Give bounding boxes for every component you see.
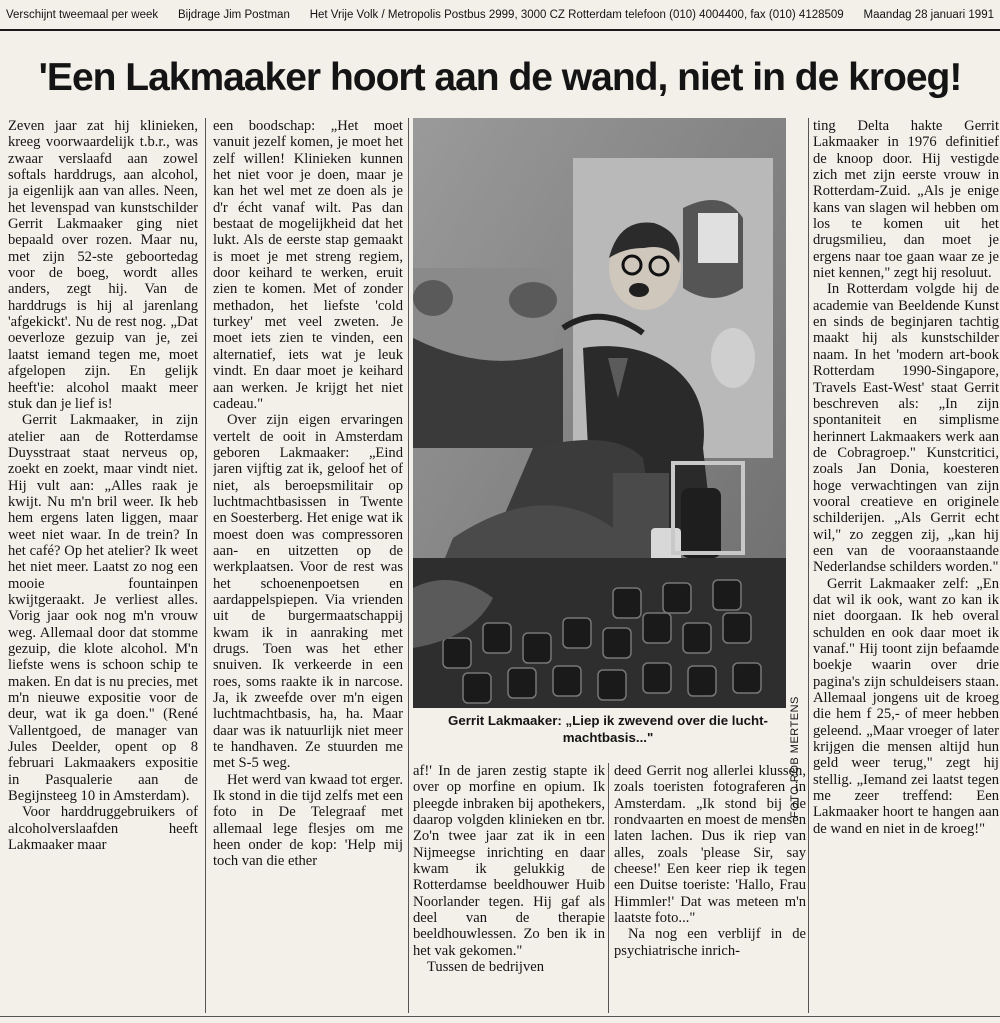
article-photo [413,118,786,708]
photo-credit [785,118,807,818]
column-rule [808,118,809,1013]
article-column-1 [8,118,198,1010]
paragraph: In Rotterdam volgde hij de academie van Beeldende Kunst en sinds de beginjaren tachtig maakt hij als kunstschilder naam. In het 'modern art-book Rotterdam 1990-Singapore, Travels East-West' staat Gerrit beschreven als: „In zijn spontaniteit en simplisme herinnert Lakmaakers werk aan de Cobragroep." Kunstcritici, zoals Jan Donia, koesteren hoge verwachtingen van zijn vooral creatieve en originele schilderijen. „Als Gerrit echt wil," zo zeggen zij, „kan hij een van de vooraanstaande Nederlandse schilders worden." [813,281,999,576]
paragraph: Gerrit Lakmaaker zelf: „En dat wil ik ook, want zo kan ik niet doorgaan. Ik heb overal schulden en ook daar moet ik vanaf." Hij toont zijn befaamde boekje waarin over drie pagina's zijn schuldeisers staan. Allemaal jongens uit de kroeg die hem f 25,- of meer hebben geleend. „Maar vroeger of later krijgen die mensen altijd hun geld weer terug," zegt hij stellig. „Iemand zei laatst tegen me zeer treffend: Een Lakmaaker hoort te hangen aan de wand en niet in de kroeg!" [813,575,999,837]
photo-caption [413,712,803,756]
column-rule [608,763,609,1013]
masthead-rule [0,29,1000,31]
photo-caption-line-1: Gerrit Lakmaaker: „Liep ik zwevend over die lucht- [448,713,768,728]
paragraph: ting Delta hakte Gerrit Lakmaaker in 1976 definitief de knoop door. Hij vestigde zich met zijn eerste vrouw in Rotterdam-Zuid. „Als je enige kans van slagen wil hebben om los te komen uit het drugsmilieu, dan moet je ergens naar toe gaan waar ze je niet kennen," zegt hij resoluut. [813,118,999,282]
article-column-5 [813,118,999,1010]
paragraph: een boodschap: „Het moet vanuit jezelf komen, je moet het zelf willen! Klinieken kunnen het niet voor je doen, maar je kan het wel met ze doen als je d'r écht vanaf wilt. Pas dan bestaat de mogelijkheid dat het lukt. Als de eerste stap gemaakt is moet je met streng regiem, door keihard te werken, eruit zien te komen. Met of zonder methadon, het liefste 'cold turkey' met veel zweten. Je moet iets zien te vinden, een alternatief, iets wat je leuk vindt. En daar moet je keihard aan werken. Je krijgt het niet cadeau." [213,118,403,412]
paragraph: deed Gerrit nog allerlei klussen, zoals toeristen fotograferen in Amsterdam. „Ik stond bij de rondvaarten en moest de mensen laten lachen. Dus ik riep van alles, zoals 'please Sir, say cheese!' Een keer riep ik tegen een Duitse toeriste: 'Hallo, Frau Himmler!' Dat was meteen m'n laatste foto..." [614,763,806,927]
column-rule [408,118,409,1013]
paragraph: af!' In de jaren zestig stapte ik over op morfine en opium. Ik pleegde inbraken bij apothekers, daarop volgden klinieken en tbr. Zo'n twee jaar zat ik in een Nijmeegse inrichting en daar kwam ik gelukkig de Rotterdamse beeldhouwer Huib Noorlander tegen. Hij gaf als deel van de therapie beeldhouwlessen. Zo ben ik in het vak gekomen." [413,763,605,959]
masthead-publisher: Het Vrije Volk / Metropolis Postbus 2999, 3000 CZ Rotterdam telefoon (010) 4004400, fax (010) 4128509 [309,9,844,21]
headline: 'Een Lakmaaker hoort aan de wand, niet in de kroeg! [38,56,962,99]
photo-credit-text: FOTO ROB MERTENS [789,696,801,818]
paragraph: Na nog een verblijf in de psychiatrische inrich- [614,926,806,959]
paragraph: Zeven jaar zat hij klinieken, kreeg voorwaardelijk t.b.r., was zwaar verslaafd aan zowel softals harddrugs, aan alcohol, ja eigenlijk aan van alles. Neen, het levenspad van kunstschilder Gerrit Lakmaaker ging niet bepaald over rozen. Maar nu, met zijn 52-ste geboortedag voor de boeg, wordt alles anders, zegt hij. Van de harddrugs is hij al jarenlang 'afgekickt'. Nu de rest nog. „Dat oeverloze gezuip van je, zei laatst iemand tegen me, moet afgelopen zijn. En gelijk heeft'ie: alcohol maakt meer stuk dan je lief is! [8,118,198,412]
article-column-2 [213,118,403,1016]
painter-portrait-image [413,118,786,708]
bottom-rule [0,1016,1000,1017]
article-column-3 [413,763,605,1013]
paragraph: Het werd van kwaad tot erger. Ik stond in die tijd zelfs met een foto in De Telegraaf met allemaal lege flesjes om me heen onder de kop: 'Help mij toch van die ether [213,771,403,870]
masthead-date: Maandag 28 januari 1991 [863,9,994,21]
article-column-4 [614,763,806,1013]
column-rule [205,118,206,1013]
paragraph: Gerrit Lakmaaker, in zijn atelier aan de Rotterdamse Duysstraat staat nerveus op, zoekt en zoekt, maar vindt niet. Hij vult aan: „Alles raak je kwijt. Nu m'n bril weer. Ik heb hem ergens laten liggen, maar weet niet waar. In de trein? In het café? Op het atelier? Ik weet het niet meer. Laatst zo nog een mooie fountainpen kwijtgeraakt. Je verliest alles. Vorig jaar ook nog m'n vrouw weg. Allemaal door dat stomme gezuip, die klote alcohol. M'n liefste wens is schoon schip te maken. En dat is nu precies, met m'n nieuwe expositie voor de deur, wat ik ga doen." (René Vallentgoed, de manager van Jules Deelder, opent op 8 februari Lakmaakers expositie in Pasqualerie aan de Begijnsteeg 10 in Amsterdam). [8,412,198,805]
paragraph: Tussen de bedrijven [427,959,545,976]
paragraph: Over zijn eigen ervaringen vertelt de ooit in Amsterdam geboren Lakmaaker: „Eind jaren vijftig zat ik, geloof het of niet, als beroepsmilitair op luchtmachtbasissen in Twente en Soesterberg. Het enige wat ik moest doen was compressoren aan- en uitzetten op de werkplaatsen. Voor de rest was het schoenenpoetsen en aardappelspiepen. Via vrienden uit de burgermaatschappij kwam ik in aanraking met drugs. Toen was het ether snuiven. Ik verkeerde in een roes, soms raakte ik in narcose. Ja, ik zweefde over m'n eigen luchtmachtbasis, ha, ha. Maar daar was ik natuurlijk niet meer te handhaven. Ze stuurden me met S-5 weg. [213,412,403,772]
paragraph: Voor harddruggebruikers of alcoholverslaafden heeft Lakmaaker maar [8,804,198,854]
masthead [0,0,1000,30]
masthead-frequency: Verschijnt tweemaal per week [6,9,159,21]
masthead-contribution: Bijdrage Jim Postman [177,9,290,21]
photo-caption-line-2: machtbasis..." [562,730,654,745]
